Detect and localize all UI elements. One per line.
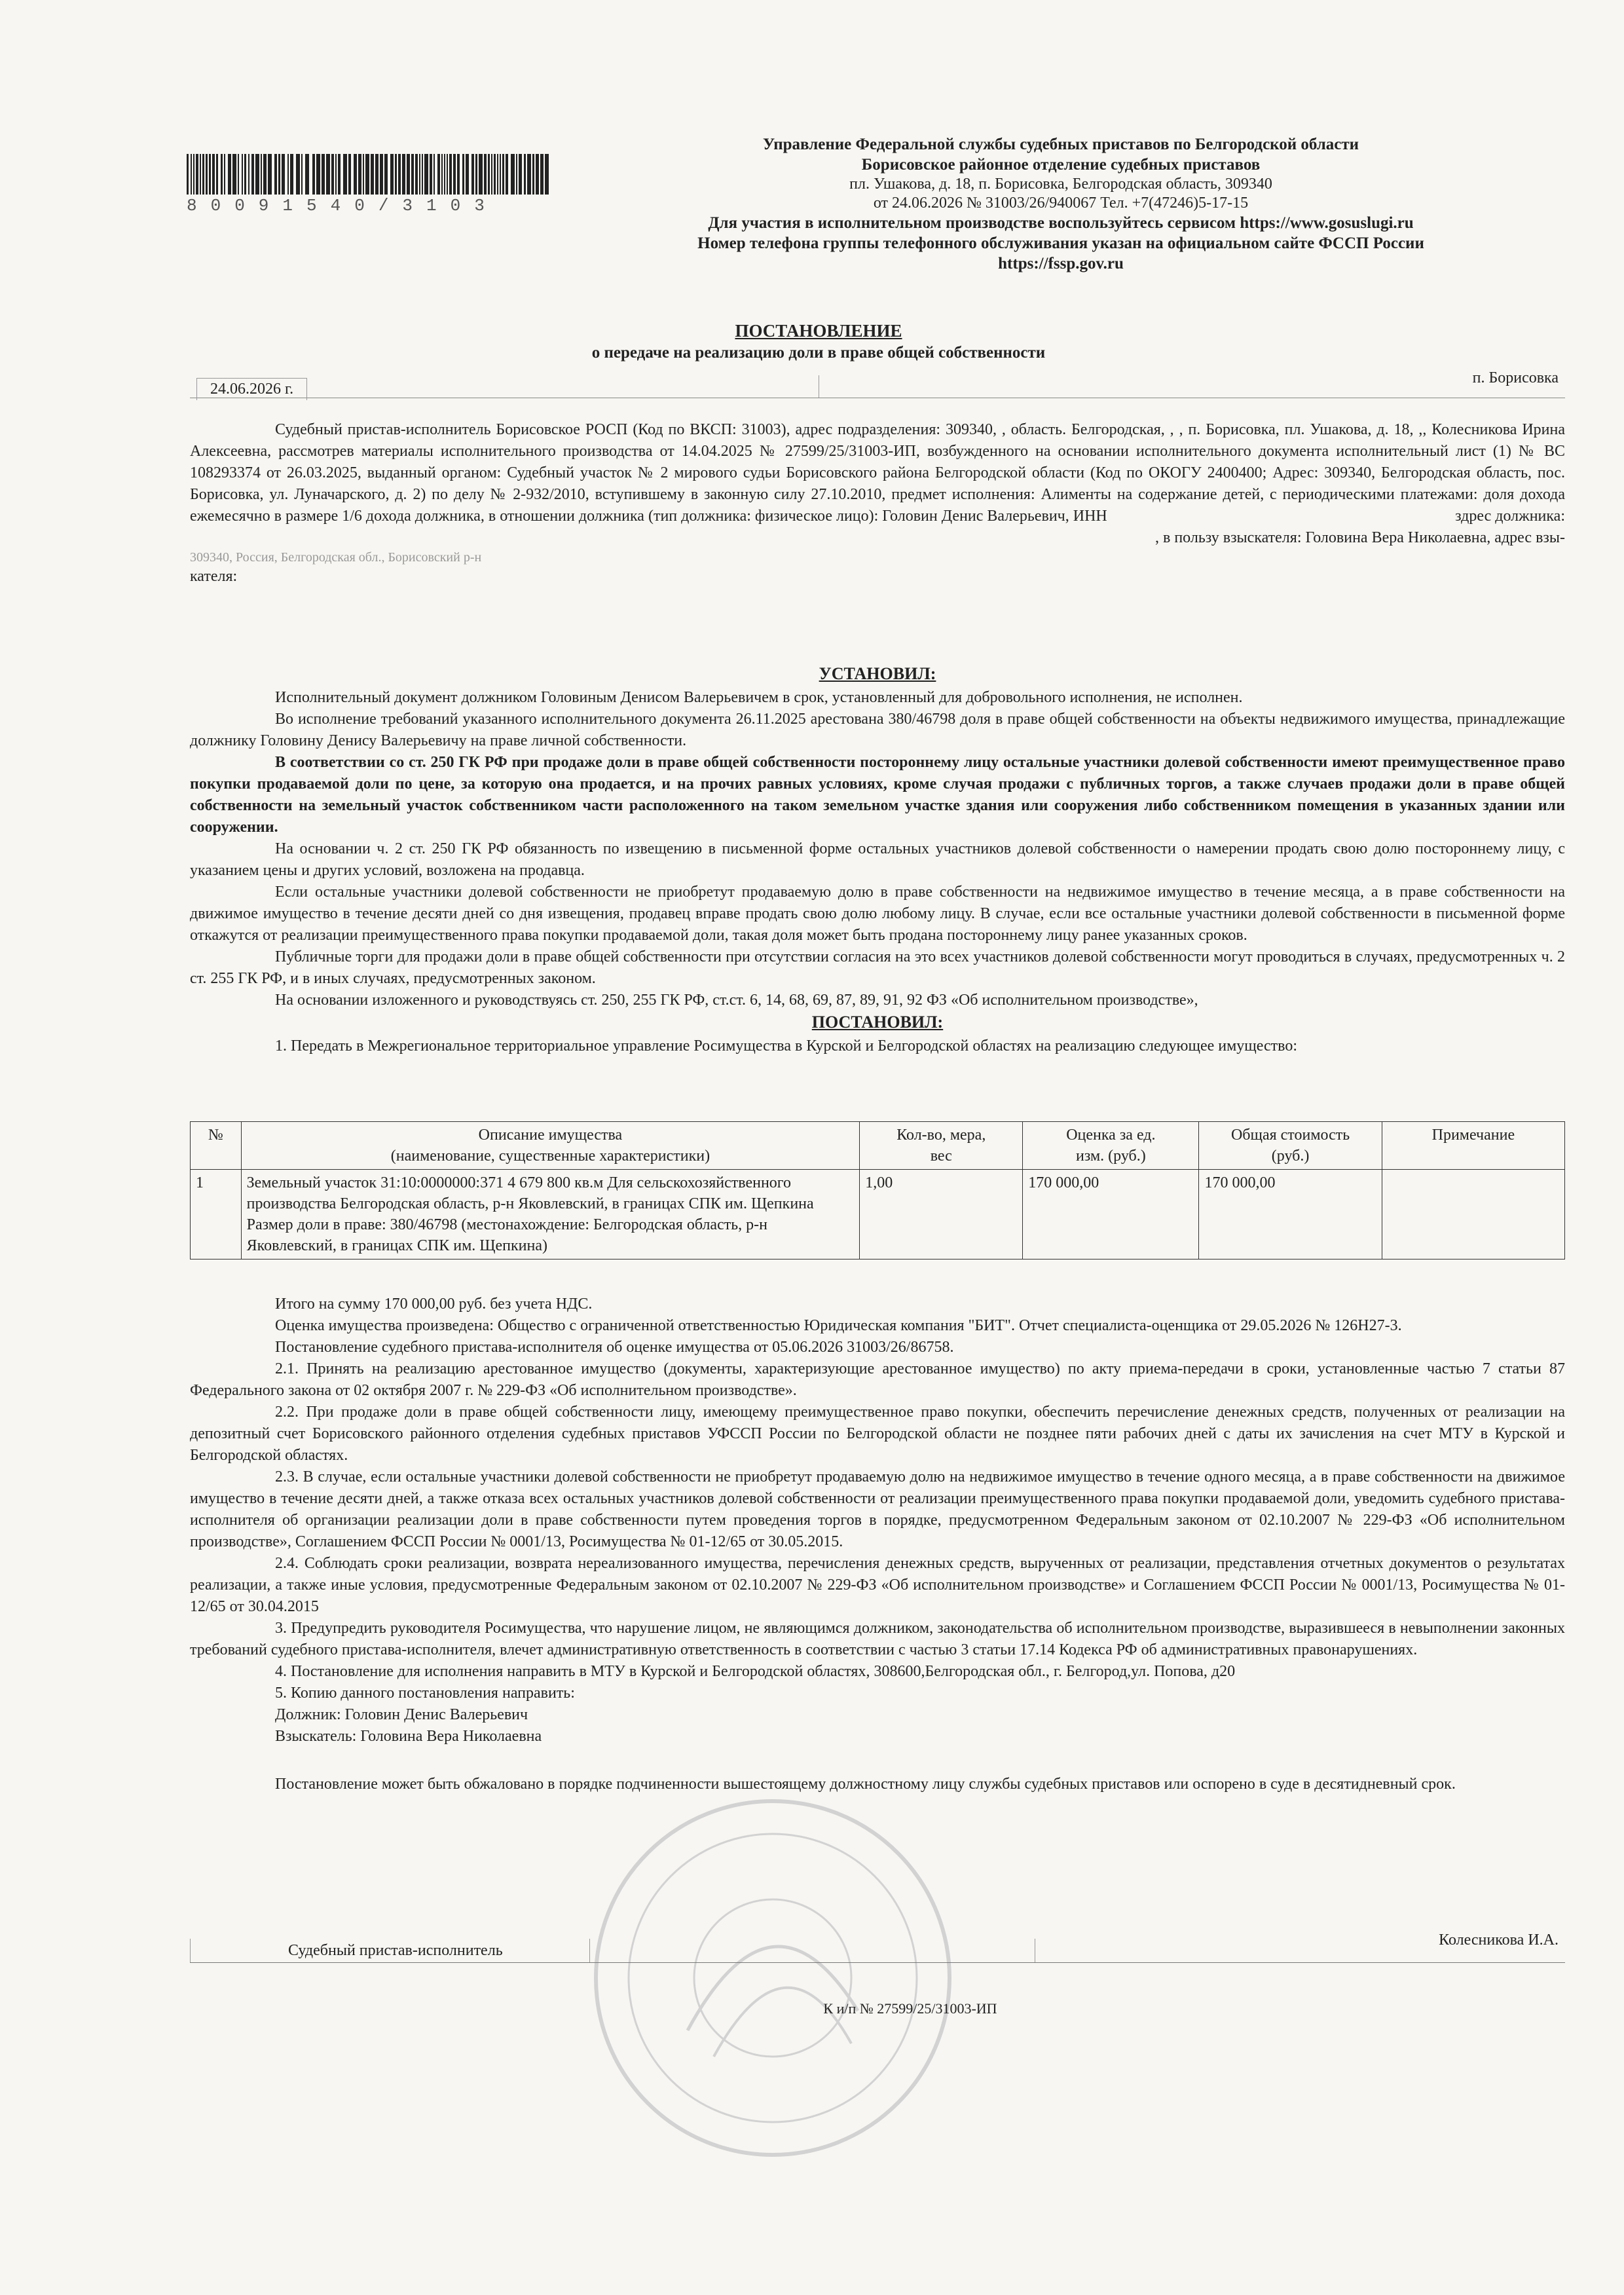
creditor-label: Взыскатель: bbox=[275, 1728, 357, 1745]
item-4: 4. Постановление для исполнения направить в МТУ в Курской и Белгородской областях, 308600,Белгородская обл., г. Белгород,ул. Попова, д20 bbox=[275, 1663, 1236, 1680]
barcode-bar bbox=[516, 154, 517, 195]
th-number: № bbox=[191, 1122, 242, 1170]
th-note: Примечание bbox=[1382, 1122, 1564, 1170]
barcode-bar bbox=[519, 154, 522, 195]
barcode-bar bbox=[415, 154, 418, 195]
barcode-bar bbox=[301, 154, 303, 195]
copy-debtor bbox=[190, 1704, 1565, 1726]
heading-established: УСТАНОВИЛ: bbox=[819, 664, 936, 683]
barcode-bar bbox=[375, 154, 378, 195]
cell-description: Земельный участок 31:10:0000000:371 4 679 800 кв.м Для сельскохозяйственного производства Белгородская область, р-н Яковлевский, в границах СПК им. Щепкина Размер доли в праве: 380/46798 (местонахождение: Белгородская область, р-н Яковлевский, в границах СПК им. Щепкина) bbox=[241, 1170, 860, 1259]
barcode-bar bbox=[363, 154, 364, 195]
barcode-bar bbox=[511, 154, 515, 195]
barcode-bar bbox=[502, 154, 504, 195]
intro-creditor: , в пользу взыскателя: Головина Вера Николаевна, адрес взы- bbox=[1154, 529, 1565, 546]
barcode-bar bbox=[296, 154, 300, 195]
barcode-bar bbox=[371, 154, 374, 195]
barcode-bar bbox=[305, 154, 309, 195]
th-unit-estimate: Оценка за ед. изм. (руб.) bbox=[1023, 1122, 1199, 1170]
barcode-bar bbox=[348, 154, 351, 195]
barcode-bar bbox=[484, 154, 487, 195]
barcode-bar bbox=[322, 154, 325, 195]
cell-number: 1 bbox=[191, 1170, 242, 1259]
signature-divider bbox=[190, 1939, 191, 1962]
cell-total: 170 000,00 bbox=[1199, 1170, 1382, 1259]
barcode-bar bbox=[380, 154, 383, 195]
document-subtitle: о передаче на реализацию доли в праве общей собственности bbox=[591, 344, 1046, 362]
barcode-bar bbox=[491, 154, 492, 195]
barcode-bar bbox=[255, 154, 259, 195]
item-2-1: 2.1. Принять на реализацию арестованное имущество (документы, характеризующие арестованное имущество) по акту приема-передачи в сроки, установленные частью 7 статьи 87 Федерального закона от 02 октября 2007 г. № 229-ФЗ «Об исполнительном производстве». bbox=[190, 1360, 1565, 1399]
appraisal-line: Оценка имущества произведена: Общество с ограниченной ответственностью Юридическая компания "БИТ". Отчет специалиста-оценщика от 29.05.2026 № 126Н27-3. bbox=[275, 1317, 1402, 1334]
established-p5: Публичные торги для продажи доли в праве общей собственности при отсутствии согласия на это всех участников долевой собственности могут проводиться в случаях, предусмотренных ч. 2 ст. 255 ГК РФ, и в иных случаях, предусмотренных законом. bbox=[190, 948, 1565, 987]
intro-section bbox=[190, 419, 1565, 588]
barcode-bar bbox=[424, 154, 428, 195]
item-5: 5. Копию данного постановления направить: bbox=[275, 1685, 575, 1702]
document-place: п. Борисовка bbox=[1472, 369, 1559, 386]
signature-row bbox=[190, 1931, 1565, 1963]
barcode-bar bbox=[202, 154, 204, 195]
established-p6: На основании изложенного и руководствуясь ст. 250, 255 ГК РФ, ст.ст. 6, 14, 68, 69, 87, 89, 91, 92 ФЗ «Об исполнительном производстве», bbox=[275, 992, 1198, 1009]
barcode-bar bbox=[407, 154, 410, 195]
intro-paragraph: Судебный пристав-исполнитель Борисовское РОСП (Код по ВКСП: 31003), адрес подразделения: 309340, , область. Белгородская, , , п. Борисовка, пл. Ушакова, д. 18, ,, Колесникова Ирина Алексеевна, рассмотрев материалы исполнительного производства от 14.04.2025 № 27599/25/31003-ИП, возбужденного на основании исполнительного документа исполнительный лист (1) № ВС 108293374 от 26.03.2025, выданный органом: Судебный участок № 2 мирового судьи Борисовского района Белгородской области (Код по ОКОГУ 2400400; Адрес: 309340, Белгородская область, пос. Борисовка, ул. Луначарского, д. 2) по делу № 2-932/2010, вступившему в законную силу 27.10.2010, предмет исполнения: Алименты на содержание детей, с периодическими платежами: доля дохода ежемесячно в размере 1/6 дохода должника, в отношении должника (тип должника: физическое лицо): Головин Денис Валерьевич, ИНН bbox=[190, 421, 1565, 525]
barcode-bar bbox=[494, 154, 496, 195]
established-p1: Исполнительный документ должником Головиным Денисом Валерьевичем в срок, установленный для добровольного исполнения, не исполнен. bbox=[275, 689, 1243, 706]
barcode-bar bbox=[312, 154, 315, 195]
barcode-bar bbox=[358, 154, 361, 195]
barcode-bar bbox=[437, 154, 440, 195]
intro-creditor-label: кателя: bbox=[190, 568, 238, 585]
established-p2: Во исполнение требований указанного исполнительного документа 26.11.2025 арестована 380/46798 доля в праве общей собственности на объекты недвижимого имущества, принадлежащие должнику Головину Денису Валерьевичу на праве личной собственности. bbox=[190, 711, 1565, 749]
barcode-bar bbox=[447, 154, 448, 195]
issuer-header bbox=[602, 134, 1519, 274]
barcode-bar bbox=[191, 154, 192, 195]
barcode-bar bbox=[242, 154, 243, 195]
barcode-bar bbox=[497, 154, 498, 195]
item-2-4: 2.4. Соблюдать сроки реализации, возврата нереализованного имущества, перечисления денежных средств, вырученных от реализации, представления отчетных документов о результатах реализации, а также иные условия, предусмотренные Федеральным законом от 02.10.2007 № 229-ФЗ «Об исполнительном производстве» и Соглашением ФССП России № 0001/13, Росимущества № 01-12/65 от 30.04.2015 bbox=[190, 1555, 1565, 1615]
barcode-bar bbox=[449, 154, 452, 195]
debtor-name: Головин Денис Валерьевич bbox=[344, 1706, 528, 1723]
barcode-bar bbox=[462, 154, 464, 195]
barcode-bar bbox=[475, 154, 477, 195]
barcode-digits: 80091540/3103 bbox=[187, 196, 498, 215]
barcode-bar bbox=[354, 154, 357, 195]
case-reference: К и/п № 27599/25/31003-ИП bbox=[823, 2000, 997, 2017]
barcode-bar bbox=[282, 154, 285, 195]
signature-name: Колесникова И.А. bbox=[1439, 1931, 1559, 1949]
barcode-bar bbox=[466, 154, 469, 195]
barcode-bar bbox=[506, 154, 508, 195]
barcode-bar bbox=[343, 154, 347, 195]
barcode-bar bbox=[532, 154, 534, 195]
signature-divider bbox=[589, 1939, 590, 1962]
header-site: https://fssp.gov.ru bbox=[998, 255, 1124, 272]
barcode-bar bbox=[540, 154, 544, 195]
header-agency: Управление Федеральной службы судебных приставов по Белгородской области bbox=[762, 136, 1359, 153]
barcode-bar bbox=[196, 154, 198, 195]
barcode bbox=[187, 154, 553, 195]
barcode-bar bbox=[216, 154, 218, 195]
barcode-bar bbox=[268, 154, 272, 195]
established-bold: В соответствии со ст. 250 ГК РФ при продаже доли в праве общей собственности постороннему лицу остальные участники долевой собственности имеют преимущественное право покупки продаваемой доли по цене, за которую она продается, и на прочих равных условиях, кроме случая продажи с публичных торгов, а также случаев продажи доли в праве общей собственности на земельный участок собственником части расположенного на таком земельном участке здания или сооружения либо собственником помещения в указанных здании или сооружении. bbox=[190, 754, 1565, 836]
header-phone-note: Номер телефона группы телефонного обслуживания указан на официальном сайте ФССП России bbox=[697, 234, 1424, 252]
barcode-bar bbox=[221, 154, 223, 195]
official-seal bbox=[589, 1795, 956, 2161]
barcode-bar bbox=[365, 154, 369, 195]
header-ref-phone: от 24.06.2026 № 31003/26/940067 Тел. +7(47246)5-17-15 bbox=[873, 195, 1249, 212]
th-total: Общая стоимость (руб.) bbox=[1199, 1122, 1382, 1170]
barcode-bar bbox=[395, 154, 397, 195]
barcode-bar bbox=[244, 154, 246, 195]
barcode-bar bbox=[500, 154, 501, 195]
barcode-bar bbox=[398, 154, 401, 195]
barcode-bar bbox=[444, 154, 445, 195]
barcode-bar bbox=[251, 154, 254, 195]
table-header-row bbox=[191, 1122, 1565, 1170]
resolved-item-1: 1. Передать в Межрегиональное территориальное управление Росимущества в Курской и Белгородской областях на реализацию следующее имущество: bbox=[275, 1037, 1298, 1054]
barcode-bar bbox=[212, 154, 215, 195]
barcode-bar bbox=[441, 154, 443, 195]
debtor-label: Должник: bbox=[275, 1706, 341, 1723]
barcode-bar bbox=[524, 154, 526, 195]
barcode-bar bbox=[471, 154, 474, 195]
header-department: Борисовское районное отделение судебных приставов bbox=[861, 156, 1261, 174]
document-title: ПОСТАНОВЛЕНИЕ bbox=[735, 321, 902, 341]
barcode-bar bbox=[209, 154, 211, 195]
barcode-bar bbox=[287, 154, 289, 195]
barcode-bar bbox=[274, 154, 277, 195]
table-row bbox=[191, 1170, 1565, 1259]
item-2-3: 2.3. В случае, если остальные участники долевой собственности не приобретут продаваемую долю на недвижимое имущество в течение одного месяца, а в праве собственности на движимое имущество в течение десяти дней, а также отказа всех остальных участников долевой собственности от реализации преимущественного права покупки продаваемой доли, уведомить судебного пристава-исполнителя об организации реализации доли в праве собственности путем проведения торгов в порядке, предусмотренном Федеральным законом от 02.10.2007 № 229-ФЗ «Об исполнительном производстве», Соглашением ФССП России № 0001/13, Росимущества № 01-12/65 от 30.05.2015. bbox=[190, 1468, 1565, 1550]
property-table bbox=[190, 1121, 1565, 1259]
cell-quantity: 1,00 bbox=[860, 1170, 1023, 1259]
intro-address: 309340, Россия, Белгородская обл., Борисовский р-н bbox=[190, 550, 482, 565]
barcode-bar bbox=[326, 154, 330, 195]
barcode-bar bbox=[193, 154, 194, 195]
header-gosuslugi: Для участия в исполнительном производстве воспользуйтесь сервисом https://www.gosuslugi.ru bbox=[708, 214, 1414, 232]
header-address: пл. Ушакова, д. 18, п. Борисовка, Белгородская область, 309340 bbox=[849, 176, 1272, 193]
barcode-bar bbox=[390, 154, 394, 195]
copy-creditor bbox=[190, 1726, 1565, 1747]
barcode-bar bbox=[263, 154, 267, 195]
barcode-bar bbox=[261, 154, 262, 195]
barcode-bar bbox=[479, 154, 483, 195]
appeal-notice: Постановление может быть обжаловано в порядке подчиненности вышестоящему должностному лицу службы судебных приставов или оспорено в суде в десятидневный срок. bbox=[275, 1776, 1456, 1793]
barcode-bar bbox=[206, 154, 208, 195]
barcode-bar bbox=[430, 154, 432, 195]
barcode-bar bbox=[238, 154, 239, 195]
barcode-bar bbox=[457, 154, 460, 195]
barcode-bar bbox=[331, 154, 334, 195]
heading-resolved: ПОСТАНОВИЛ: bbox=[811, 1013, 944, 1032]
established-p3: На основании ч. 2 ст. 250 ГК РФ обязанность по извещению в письменной форме остальных участников долевой собственности о намерении продать свою долю постороннему лицу, с указанием цены и других условий, возложена на продавца. bbox=[190, 840, 1565, 879]
appraisal-decision-line: Постановление судебного пристава-исполнителя об оценке имущества от 05.06.2026 31003/26/86758. bbox=[275, 1339, 954, 1356]
date-place-row bbox=[190, 369, 1565, 398]
barcode-bar bbox=[290, 154, 293, 195]
creditor-name: Головина Вера Николаевна bbox=[360, 1728, 542, 1745]
barcode-bar bbox=[248, 154, 249, 195]
barcode-bar bbox=[224, 154, 225, 195]
barcode-bar bbox=[316, 154, 320, 195]
barcode-bar bbox=[536, 154, 539, 195]
barcode-bar bbox=[200, 154, 201, 195]
established-section bbox=[190, 655, 1565, 1057]
intro-tail: здрес должника: bbox=[1455, 508, 1565, 525]
title-block bbox=[196, 320, 1441, 364]
total-line: Итого на сумму 170 000,00 руб. без учета НДС. bbox=[275, 1296, 593, 1313]
established-p4: Если остальные участники долевой собственности не приобретут продаваемую долю в праве собственности на недвижимое имущество в течение месяца, а в праве собственности на движимое имущество в течение десяти дней со дня извещения, продавец вправе продать свою долю любому лицу. В случае, если все остальные участники долевой собственности в письменной форме откажутся от реализации преимущественного права покупки продаваемой доли, такая доля может быть продана постороннему лицу ранее указанных сроков. bbox=[190, 884, 1565, 944]
item-3: 3. Предупредить руководителя Росимущества, что нарушение лицом, не являющимся должником, законодательства об исполнительном производстве, выразившееся в невыполнении законных требований судебного пристава-исполнителя, влечет административную ответственность в соответствии с частью 3 статьи 17.14 Кодекса РФ об административных правонарушениях. bbox=[190, 1620, 1565, 1658]
barcode-bar bbox=[411, 154, 414, 195]
barcode-bar bbox=[228, 154, 231, 195]
barcode-bar bbox=[453, 154, 456, 195]
signature-role: Судебный пристав-исполнитель bbox=[288, 1942, 503, 1959]
barcode-bar bbox=[335, 154, 337, 195]
resolution-details bbox=[190, 1294, 1565, 1795]
cell-note bbox=[1382, 1170, 1564, 1259]
barcode-bar bbox=[402, 154, 405, 195]
cell-unit-estimate: 170 000,00 bbox=[1023, 1170, 1199, 1259]
item-2-2: 2.2. При продаже доли в праве общей собственности лицу, имеющему преимущественное право покупки, обеспечить перечисление денежных средств, полученных от реализации на депозитный счет Борисовского районного отделения судебных приставов УФССП России по Белгородской области не позднее пяти рабочих дней с даты их зачисления на счет МТУ в Курской и Белгородской областях. bbox=[190, 1404, 1565, 1464]
barcode-bar bbox=[384, 154, 388, 195]
th-description: Описание имущества (наименование, существенные характеристики) bbox=[241, 1122, 860, 1170]
th-quantity: Кол-во, мера, вес bbox=[860, 1122, 1023, 1170]
barcode-bar bbox=[187, 154, 189, 195]
barcode-bar bbox=[422, 154, 423, 195]
barcode-bar bbox=[527, 154, 531, 195]
barcode-bar bbox=[278, 154, 280, 195]
barcode-bar bbox=[488, 154, 490, 195]
barcode-bar bbox=[338, 154, 341, 195]
document-date: 24.06.2026 г. bbox=[196, 378, 307, 400]
barcode-bar bbox=[419, 154, 420, 195]
barcode-bar bbox=[434, 154, 435, 195]
barcode-bar bbox=[232, 154, 236, 195]
barcode-bar bbox=[545, 154, 549, 195]
